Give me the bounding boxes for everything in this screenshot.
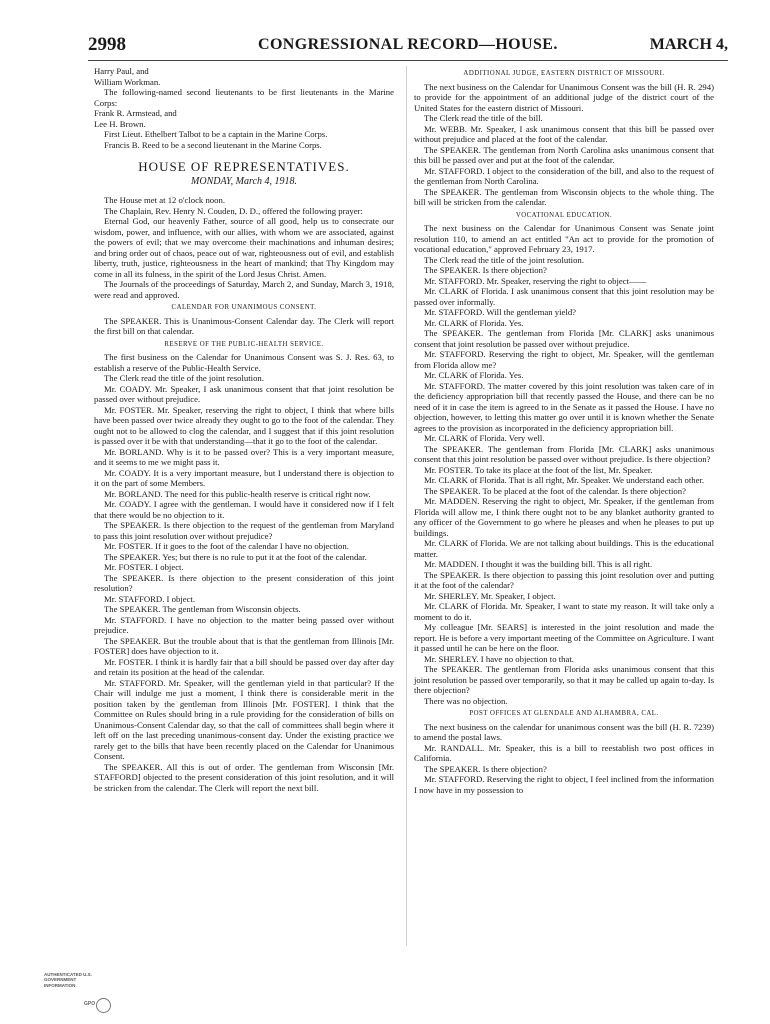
paragraph: Mr. STAFFORD. Mr. Speaker, reserving the right to object——: [424, 275, 647, 286]
paragraph: Mr. STAFFORD. Reserving the right to object, Mr. Speaker, will the gentleman from Florida allow me?: [414, 349, 714, 370]
paragraph: The SPEAKER. The gentleman from Florida asks unanimous consent that this joint resolution be passed over temporarily, so that it may be called up again to-day. Is there objection?: [414, 664, 714, 695]
page-number: 2998: [88, 34, 126, 55]
paragraph: Mr. CLARK of Florida. Very well.: [424, 433, 545, 443]
subsection-title: ADDITIONAL JUDGE, EASTERN DISTRICT OF MISSOURI.: [463, 70, 665, 77]
paragraph: The first business on the Calendar for Unanimous Consent was S. J. Res. 63, to establish a reserve of the Public-Health Service.: [94, 352, 394, 373]
paragraph: Mr. WEBB. Mr. Speaker, I ask unanimous consent that this bill be passed over without prejudice and placed at the foot of the calendar.: [414, 123, 714, 144]
paragraph: The SPEAKER. The gentleman from North Carolina asks unanimous consent that this bill be passed over and put at the foot of the calendar.: [414, 144, 714, 165]
paragraph: Mr. FOSTER. If it goes to the foot of the calendar I have no objection.: [104, 541, 349, 551]
paragraph: Mr. COADY. It is a very important measure, but I understand there is objection to it on the part of some Members.: [94, 467, 394, 488]
paragraph: The next business on the calendar for unanimous consent was the bill (H. R. 7239) to amend the postal laws.: [414, 721, 714, 742]
paragraph: The SPEAKER. All this is out of order. The gentleman from Wisconsin [Mr. STAFFORD] objected to the present consideration of this joint resolution, and it will be stricken from the calendar. The Clerk will report the next bill.: [94, 761, 394, 793]
page-date: MARCH 4,: [649, 36, 728, 53]
paragraph: The House met at 12 o'clock noon.: [104, 195, 225, 205]
paragraph: Mr. RANDALL. Mr. Speaker, this is a bill to reestablish two post offices in California.: [414, 742, 714, 763]
paragraph: The next business on the Calendar for Unanimous Consent was the bill (H. R. 294) to provide for the appointment of an additional judge of the district court of the United States for the eastern district of Missouri.: [414, 81, 714, 113]
page-header: [88, 34, 728, 56]
paragraph: Mr. STAFFORD. Will the gentleman yield?: [424, 307, 577, 317]
paragraph: Mr. STAFFORD. I object.: [104, 593, 196, 604]
paragraph: Mr. CLARK of Florida. Yes.: [424, 370, 524, 380]
paragraph: Mr. FOSTER. To take its place at the foot of the list, Mr. Speaker.: [424, 464, 653, 475]
paragraph: Mr. CLARK of Florida. Mr. Speaker, I want to state my reason. It will take only a moment to do it.: [414, 601, 714, 622]
eagle-seal-icon: [96, 998, 111, 1013]
column-divider: [406, 66, 407, 946]
paragraph: Mr. CLARK of Florida. We are not talking about buildings. This is the educational matter.: [414, 538, 714, 559]
left-column: [94, 66, 394, 793]
paragraph: The Clerk read the title of the joint resolution.: [104, 373, 264, 383]
badge-mark: GPO: [84, 1001, 96, 1007]
paragraph: The SPEAKER. To be placed at the foot of the calendar. Is there objection?: [424, 485, 686, 496]
paragraph: Mr. SHERLEY. I have no objection to that.: [424, 653, 574, 664]
paragraph: The Chaplain, Rev. Henry N. Couden, D. D., offered the following prayer:: [104, 205, 363, 216]
paragraph: Mr. BORLAND. The need for this public-health reserve is critical right now.: [104, 488, 371, 499]
paragraph: The SPEAKER. Is there objection to the present consideration of this joint resolution?: [94, 572, 394, 593]
paragraph: Mr. STAFFORD. The matter covered by this joint resolution was taken care of in the deficiency appropriation bill that recently passed the House, and there can be no need of it in case the item is agreed to in the Senate as it passed the House. I have no objection, however, to letting this matter go over until it is known whether the Senate agrees to the provision as incorporated in the deficiency appropriation bill.: [414, 380, 714, 433]
paragraph: The Clerk read the title of the bill.: [424, 113, 543, 123]
paragraph: The SPEAKER. Is there objection?: [424, 763, 547, 774]
paragraph: My colleague [Mr. SEARS] is interested in the joint resolution and made the report. He is before a very important meeting of the Committee on Agriculture. I want it passed until he can be here on the floor.: [414, 622, 714, 653]
paragraph: The SPEAKER. The gentleman from Florida [Mr. CLARK] asks unanimous consent that joint resolution be passed over without prejudice.: [414, 328, 714, 349]
subsection-title: CALENDAR FOR UNANIMOUS CONSENT.: [171, 304, 317, 311]
paragraph: Mr. FOSTER. I think it is hardly fair that a bill should be passed over day after day and retain its position at the head of the calendar.: [94, 656, 394, 677]
session-dateline: MONDAY, March 4, 1918.: [191, 175, 297, 187]
paragraph: The SPEAKER. But the trouble about that is that the gentleman from Illinois [Mr. FOSTER] does have objection to it.: [94, 635, 394, 656]
paragraph: Mr. COADY. Mr. Speaker, I ask unanimous consent that that joint resolution be passed over without prejudice.: [94, 383, 394, 404]
paragraph: Mr. STAFFORD. Mr. Speaker, will the gentleman yield in that particular? If the Chair will indulge me just a moment, I think there is considerable merit in the position taken by the gentleman from Illinois [Mr. FOSTER]. I think that the Committee on Rules should bring in a rule providing for the consideration of bills on Unanimous-Consent Calendar day, so that the call of committees shall begin where it left off on the last preceding unanimous-consent day. Under the existing practice we rarely get to the bills that have been recently placed on the Calendar for Unanimous Consent.: [94, 677, 394, 761]
paragraph: Mr. MADDEN. I thought it was the building bill. This is all right.: [424, 559, 653, 569]
paragraph: The SPEAKER. Is there objection?: [424, 265, 547, 275]
paragraph: The Clerk read the title of the joint resolution.: [424, 254, 584, 265]
paragraph: First Lieut. Ethelbert Talbot to be a captain in the Marine Corps.: [104, 129, 328, 139]
subsection-title: RESERVE OF THE PUBLIC-HEALTH SERVICE.: [164, 340, 324, 348]
paragraph: Mr. COADY. I agree with the gentleman. I would have it considered now if I felt that there would be no objection to it.: [94, 499, 394, 520]
right-column: [414, 66, 714, 795]
paragraph: Mr. BORLAND. Why is it to be passed over? This is a very important measure, and it seems to me we might pass it.: [94, 446, 394, 467]
page-title: CONGRESSIONAL RECORD—HOUSE.: [258, 36, 558, 53]
paragraph: The SPEAKER. Is there objection to passing this joint resolution over and putting it at the foot of the calendar?: [414, 569, 714, 590]
paragraph: There was no objection.: [424, 695, 508, 706]
paragraph: Mr. CLARK of Florida. I ask unanimous consent that this joint resolution may be passed over informally.: [414, 286, 714, 307]
paragraph: Mr. CLARK of Florida. That is all right, Mr. Speaker. We understand each other.: [424, 475, 705, 485]
paragraph: The following-named second lieutenants to be first lieutenants in the Marine Corps:: [94, 87, 394, 108]
paragraph: The next business on the Calendar for Unanimous Consent was Senate joint resolution 110, to amend an act entitled "An act to provide for the promotion of vocational education," approved February 23, 1917.: [414, 223, 714, 254]
paragraph: The SPEAKER. The gentleman from Wisconsin objects.: [104, 604, 301, 614]
paragraph: The SPEAKER. Yes; but there is no rule to put it at the foot of the calendar.: [104, 551, 367, 562]
paragraph: Eternal God, our heavenly Father, source of all good, help us to consecrate our wisdom, power, and influence, with our allies, with whom we are associated, against the powers of evil; that we may overcome their machinations and inhuman desires; and bring order out of chaos, peace out of war, righteousness out of evil, and establish liberty, truth, justice, righteousness in the heart of mankind; that Thy Kingdom may come in all its fulness, in the spirit of the Lord Jesus Christ. Amen.: [94, 216, 394, 279]
paragraph: Mr. CLARK of Florida. Yes.: [424, 317, 524, 328]
paragraph: The SPEAKER. The gentleman from Florida [Mr. CLARK] asks unanimous consent that this joint resolution be passed over without prejudice. Is there objection?: [414, 443, 714, 464]
name-line: Lee H. Brown.: [94, 118, 146, 129]
subsection-title: VOCATIONAL EDUCATION.: [515, 211, 613, 219]
badge-text: AUTHENTICATED U.S. GOVERNMENT INFORMATION: [44, 972, 92, 988]
header-rule: [88, 60, 728, 61]
paragraph: Mr. STAFFORD. I have no objection to the matter being passed over without prejudice.: [94, 614, 394, 635]
name-line: Frank R. Armstead, and: [94, 108, 177, 118]
subsection-title: POST OFFICES AT GLENDALE AND ALHAMBRA, CAL.: [469, 710, 659, 717]
paragraph: Mr. STAFFORD. I object to the consideration of the bill, and also to the request of the gentleman from North Carolina.: [414, 165, 714, 186]
paragraph: Mr. FOSTER. Mr. Speaker, reserving the right to object, I think that where bills have been passed over twice already they ought to go to the foot of the calendar. They ought not to be allowed to clog the calendar, and I suggest that if this joint resolution is passed over it be with that understanding—that it go to the foot of the calendar.: [94, 404, 394, 446]
name-line: Harry Paul, and: [94, 66, 149, 76]
gpo-authentication-badge: [44, 972, 114, 1014]
paragraph: Francis B. Reed to be a second lieutenant in the Marine Corps.: [104, 139, 322, 150]
paragraph: The SPEAKER. This is Unanimous-Consent Calendar day. The Clerk will report the first bill on that calendar.: [94, 315, 394, 336]
paragraph: Mr. FOSTER. I object.: [104, 562, 184, 572]
name-line: William Workman.: [94, 76, 161, 87]
paragraph: Mr. MADDEN. Reserving the right to object, Mr. Speaker, if the gentleman from Florida will allow me, I think there ought not to be any blanket authority granted to any officer of the Government to go where he pleases and when he pleases to put up buildings.: [414, 496, 714, 538]
paragraph: Mr. STAFFORD. Reserving the right to object, I feel inclined from the information I now have in my possession to: [414, 774, 714, 795]
section-heading: HOUSE OF REPRESENTATIVES.: [138, 159, 350, 174]
paragraph: The Journals of the proceedings of Saturday, March 2, and Sunday, March 3, 1918, were read and approved.: [94, 279, 394, 300]
paragraph: Mr. SHERLEY. Mr. Speaker, I object.: [424, 590, 556, 601]
paragraph: The SPEAKER. The gentleman from Wisconsin objects to the whole thing. The bill will be stricken from the calendar.: [414, 186, 714, 207]
paragraph: The SPEAKER. Is there objection to the request of the gentleman from Maryland to pass this joint resolution over without prejudice?: [94, 520, 394, 541]
